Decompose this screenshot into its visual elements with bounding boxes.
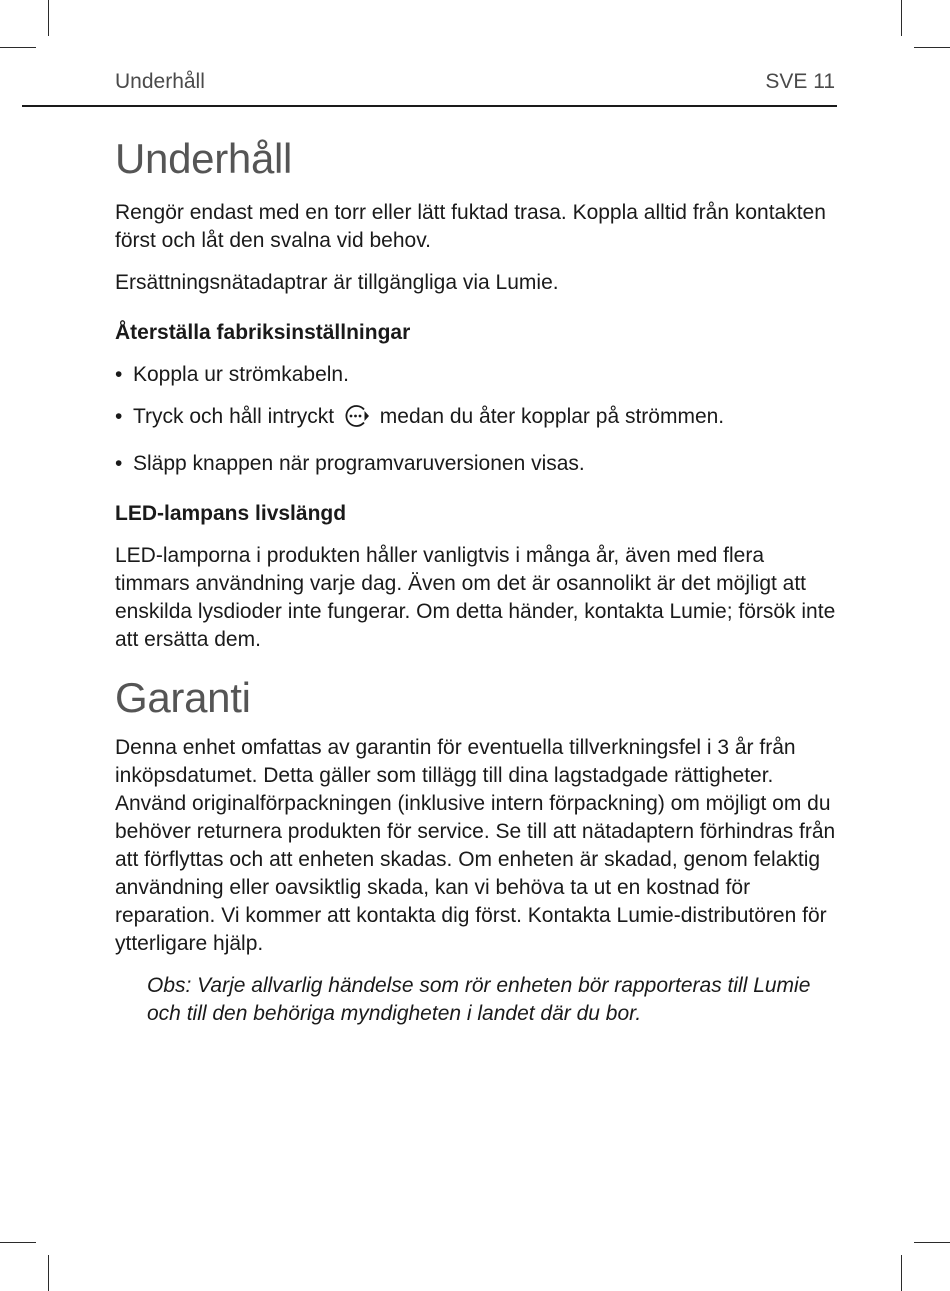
bullet: • bbox=[115, 363, 123, 386]
crop-mark bbox=[901, 0, 902, 36]
crop-mark bbox=[901, 1255, 902, 1291]
crop-mark bbox=[0, 47, 36, 48]
crop-mark bbox=[0, 1242, 36, 1243]
reset-steps-list bbox=[115, 361, 837, 478]
reset-heading: Återställa fabriksinställningar bbox=[115, 321, 411, 344]
crop-mark bbox=[914, 1242, 950, 1243]
maintenance-paragraph: Ersättningsnätadaptrar är tillgängliga via Lumie. bbox=[115, 271, 559, 294]
step-text: Tryck och håll intryckt bbox=[133, 405, 335, 428]
bullet: • bbox=[115, 405, 123, 428]
warranty-note: Obs: Varje allvarlig händelse som rör enheten bör rapporteras till Lumie och till den behöriga myndigheten i landet där du bor. bbox=[147, 974, 811, 1025]
running-header bbox=[115, 70, 835, 94]
step-text: Släpp knappen när programvaruversionen visas. bbox=[133, 452, 585, 475]
led-paragraph: LED-lamporna i produkten håller vanligtvis i många år, även med flera timmars användning varje dag. Även om det är osannolikt är det möjligt att enskilda lysdioder inte fungerar. Om detta händer, kontakta Lumie; försök inte att ersätta dem. bbox=[115, 544, 836, 651]
crop-mark bbox=[914, 47, 950, 48]
led-heading: LED-lampans livslängd bbox=[115, 502, 347, 525]
warranty-paragraph: Denna enhet omfattas av garantin för eventuella tillverkningsfel i 3 år från inköpsdatumet. Detta gäller som tillägg till dina lagstadgade rättigheter. Använd originalförpackningen (inklusive intern förpackning) om möjligt om du behöver returnera produkten för service. Se till att nätadaptern förhindras från att förflyttas och att enheten skadas. Om enheten är skadad, genom felaktig användning eller oavsiktlig skada, kan vi behöva ta ut en kostnad för reparation. Vi kommer att kontakta dig först. Kontakta Lumie-distributören för ytterligare hjälp. bbox=[115, 736, 836, 955]
list-item bbox=[115, 361, 837, 389]
bullet: • bbox=[115, 452, 123, 475]
warranty-title: Garanti bbox=[115, 674, 251, 721]
maintenance-title: Underhåll bbox=[115, 135, 293, 182]
list-item bbox=[115, 450, 837, 478]
header-rule bbox=[22, 105, 837, 107]
list-item bbox=[115, 403, 837, 436]
header-section-title: Underhåll bbox=[115, 70, 205, 93]
maintenance-paragraph: Rengör endast med en torr eller lätt fuktad trasa. Koppla alltid från kontakten först och låt den svalna vid behov. bbox=[115, 201, 826, 252]
step-text: Koppla ur strömkabeln. bbox=[133, 363, 349, 386]
page-content bbox=[115, 133, 837, 1042]
crop-mark bbox=[48, 1255, 49, 1291]
crop-mark bbox=[48, 0, 49, 36]
menu-button-icon bbox=[342, 404, 372, 436]
page-number: SVE 11 bbox=[765, 70, 835, 93]
step-text: medan du åter kopplar på strömmen. bbox=[379, 405, 725, 428]
